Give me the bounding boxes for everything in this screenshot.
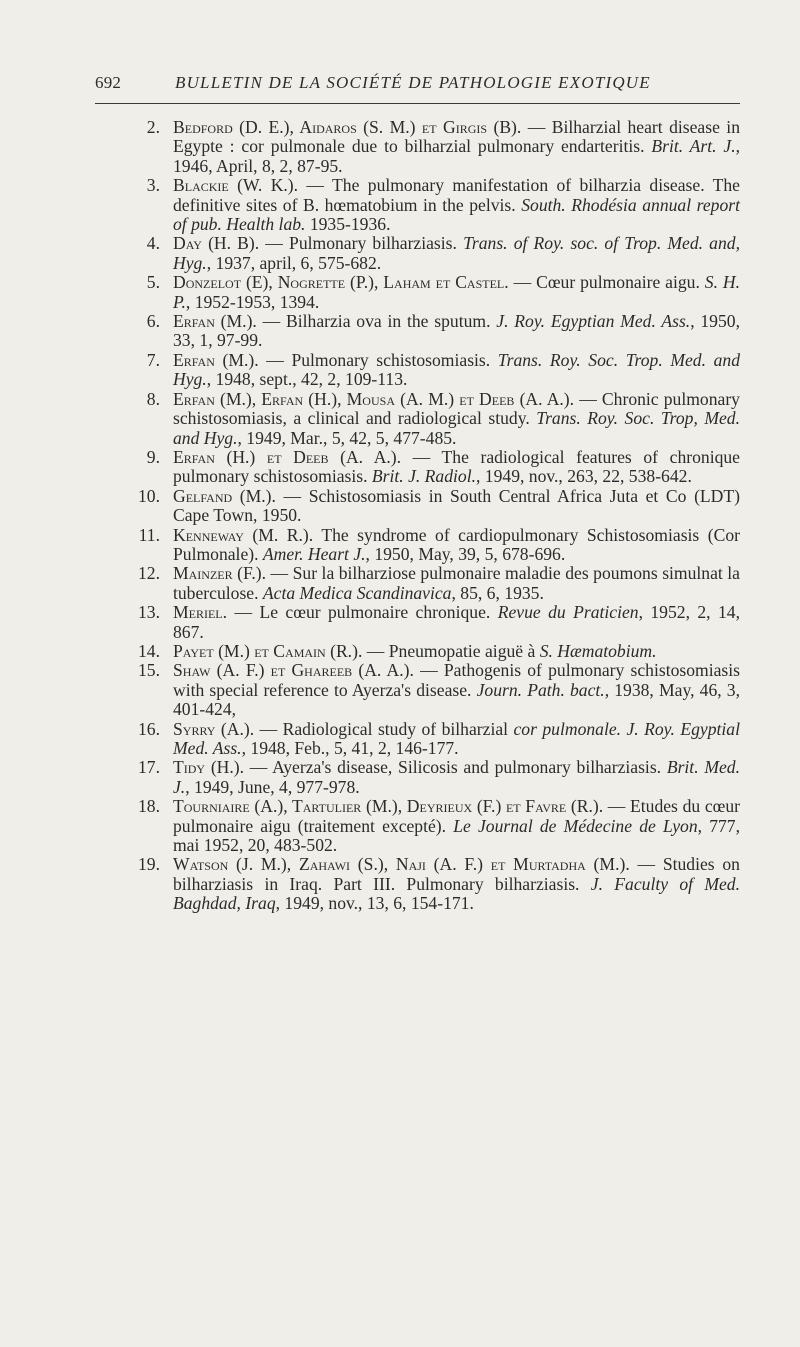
- reference-number: 3.: [146, 175, 160, 196]
- reference-title: — The pulmonary manifestation of bilharzia disease. The definitive sites of B. hœmatobium in the pelvis.: [173, 175, 740, 215]
- header-rule: [95, 103, 740, 104]
- reference-authors: Erfan (M.).: [173, 311, 257, 332]
- reference-entry: [100, 118, 740, 176]
- reference-number: 17.: [138, 757, 160, 778]
- reference-details: , 1949, nov., 13, 6, 154-171.: [275, 893, 474, 914]
- reference-authors: Payet (M.) et Camain (R.).: [173, 640, 363, 661]
- reference-details: , 1949, Mar., 5, 42, 5, 477-485.: [237, 427, 457, 448]
- page-header: [95, 73, 740, 99]
- reference-text: [173, 642, 740, 661]
- reference-details: , 1952, 2, 14, 867.: [173, 602, 740, 642]
- reference-source: cor pulmonale. J. Roy. Egyptial Med. Ass.: [173, 718, 740, 758]
- reference-authors: Syrry (A.).: [173, 718, 255, 739]
- reference-text: [173, 351, 740, 390]
- reference-number: 6.: [146, 311, 160, 332]
- reference-entry: [100, 642, 740, 661]
- reference-entry: [100, 855, 740, 913]
- reference-source: S. H. P.: [173, 272, 741, 312]
- reference-details: , 1949, June, 4, 977-978.: [185, 776, 360, 797]
- reference-number: 12.: [138, 563, 160, 584]
- reference-title: — Chronic pulmonary schistosomiasis, a clinical and radiological study.: [173, 388, 740, 429]
- reference-authors: Gelfand (M.).: [173, 485, 276, 506]
- reference-source: Trans. Roy. Soc. Trop. Med. and Hyg.: [173, 349, 740, 390]
- reference-number: 13.: [138, 602, 160, 623]
- reference-text: [173, 526, 740, 565]
- reference-authors: Mainzer (F.).: [173, 563, 267, 584]
- reference-entry: [100, 390, 740, 448]
- reference-number: 7.: [146, 349, 160, 370]
- reference-entry: [100, 797, 740, 855]
- reference-title: — Schistosomiasis in South Central Africa Juta et Co (LDT) Cape Town, 1950.: [173, 485, 740, 526]
- reference-list: [100, 118, 740, 914]
- reference-source: Acta Medica Scandinavica: [262, 582, 452, 603]
- reference-authors: Bedford (D. E.), Aidaros (S. M.) et Girgis (B).: [173, 117, 522, 137]
- reference-text: [173, 118, 740, 176]
- reference-entry: [100, 312, 740, 351]
- reference-source: S. Hæmatobium.: [539, 640, 657, 661]
- reference-title: — Pathogenis of pulmonary schistosomiasis with special reference to Ayerza's disease.: [173, 660, 740, 700]
- reference-source: Le Journal de Médecine de Lyon: [453, 815, 698, 836]
- reference-title: — Studies on bilharziasis in Iraq. Part III. Pulmonary bilharziasis.: [173, 854, 740, 894]
- reference-entry: [100, 448, 740, 487]
- reference-authors: Donzelot (E), Nogrette (P.), Laham et Castel.: [173, 272, 509, 293]
- reference-title: — The radiological features of chronique pulmonary schistosomiasis.: [173, 446, 740, 487]
- reference-entry: [100, 603, 740, 642]
- reference-title: The syndrome of cardiopulmonary Schistosomiasis (Cor Pulmonale).: [173, 524, 740, 564]
- reference-authors: Erfan (M.).: [173, 349, 259, 370]
- reference-number: 18.: [138, 796, 160, 817]
- reference-title: — Pneumopatie aiguë à: [362, 640, 540, 661]
- reference-source: Journ. Path. bact.: [476, 679, 605, 700]
- reference-source: South. Rhodésia annual report of pub. Health lab.: [173, 194, 740, 235]
- reference-authors: Shaw (A. F.) et Ghareeb (A. A.).: [173, 660, 414, 681]
- reference-text: [173, 448, 740, 487]
- reference-source: Trans. of Roy. soc. of Trop. Med. and, Hyg.: [173, 233, 740, 273]
- reference-title: — Bilharzia ova in the sputum.: [256, 311, 497, 332]
- reference-title: — Pulmonary bilharziasis.: [259, 233, 464, 254]
- reference-text: [173, 855, 740, 913]
- reference-source: Brit. Art. J.: [651, 136, 736, 157]
- reference-number: 8.: [146, 388, 160, 409]
- page-number: 692: [95, 73, 122, 92]
- reference-number: 9.: [146, 446, 160, 467]
- reference-text: [173, 234, 740, 273]
- reference-number: 4.: [146, 233, 160, 254]
- reference-number: 5.: [146, 272, 160, 293]
- reference-details: , 1937, april, 6, 575-682.: [206, 252, 382, 273]
- reference-text: [173, 312, 740, 351]
- reference-details: , 85, 6, 1935.: [451, 582, 544, 603]
- reference-entry: [100, 176, 740, 234]
- reference-authors: Erfan (M.), Erfan (H.), Mousa (A. M.) et Deeb (A. A.).: [173, 388, 575, 409]
- reference-source: Brit. J. Radiol.: [371, 466, 476, 487]
- reference-number: 15.: [138, 660, 160, 681]
- reference-details: , 1950, May, 39, 5, 678-696.: [365, 543, 566, 564]
- reference-number: 2.: [146, 117, 160, 137]
- reference-entry: [100, 351, 740, 390]
- reference-title: — Le cœur pulmonaire chronique.: [227, 602, 498, 623]
- reference-title: — Cœur pulmonaire aigu.: [508, 272, 705, 293]
- reference-details: , 1938, May, 46, 3, 401-424,: [173, 679, 740, 720]
- reference-details: , 1946, April, 8, 2, 87-95.: [173, 136, 740, 176]
- reference-number: 19.: [138, 854, 160, 875]
- reference-entry: [100, 526, 740, 565]
- reference-details: , 777, mai 1952, 20, 483-502.: [173, 815, 740, 856]
- reference-entry: [100, 564, 740, 603]
- reference-details: , 1952-1953, 1394.: [185, 291, 320, 312]
- reference-text: [173, 487, 740, 526]
- reference-source: J. Roy. Egyptian Med. Ass.: [496, 311, 691, 332]
- reference-text: [173, 661, 740, 719]
- reference-authors: Tourniaire (A.), Tartulier (M.), Deyrieux (F.) et Favre (R.).: [173, 796, 604, 817]
- reference-text: [173, 720, 740, 759]
- reference-details: , 1948, Feb., 5, 41, 2, 146-177.: [241, 738, 459, 758]
- reference-source: Amer. Heart J.: [262, 543, 366, 564]
- reference-title: — Etudes du cœur pulmonaire aigu (traitement excepté).: [173, 796, 740, 836]
- reference-details: , 1950, 33, 1, 97-99.: [173, 311, 740, 351]
- reference-text: [173, 758, 740, 797]
- reference-number: 16.: [138, 718, 160, 739]
- reference-authors: Kenneway (M. R.).: [173, 524, 314, 545]
- reference-entry: [100, 720, 740, 759]
- running-title: BULLETIN DE LA SOCIÉTÉ DE PATHOLOGIE EXOTIQUE: [175, 73, 651, 92]
- reference-entry: [100, 661, 740, 719]
- reference-entry: [100, 758, 740, 797]
- reference-entry: [100, 234, 740, 273]
- reference-title: — Sur la bilharziose pulmonaire maladie des poumons simulnat la tuberculose.: [173, 563, 740, 603]
- reference-details: , 1948, sept., 42, 2, 109-113.: [206, 369, 408, 390]
- reference-authors: Tidy (H.).: [173, 757, 245, 778]
- reference-text: [173, 176, 740, 234]
- reference-title: — Radiological study of bilharzial: [254, 718, 514, 739]
- reference-number: 11.: [138, 524, 160, 545]
- reference-authors: Meriel.: [173, 602, 228, 623]
- reference-source: Revue du Praticien: [497, 602, 639, 623]
- reference-title: — Pulmonary schistosomiasis.: [258, 349, 498, 370]
- reference-number: 10.: [138, 485, 160, 506]
- reference-text: [173, 390, 740, 448]
- reference-details: , 1949, nov., 263, 22, 538-642.: [476, 466, 692, 487]
- reference-source: Trans. Roy. Soc. Trop, Med. and Hyg.: [173, 408, 740, 448]
- reference-title: — Ayerza's disease, Silicosis and pulmonary bilharziasis.: [244, 757, 667, 778]
- reference-entry: [100, 273, 740, 312]
- reference-authors: Erfan (H.) et Deeb (A. A.).: [173, 446, 402, 467]
- reference-entry: [100, 487, 740, 526]
- reference-source: Brit. Med. J.: [173, 757, 741, 797]
- reference-text: [173, 797, 740, 855]
- reference-authors: Blackie (W. K.).: [173, 175, 299, 196]
- reference-authors: Watson (J. M.), Zahawi (S.), Naji (A. F.) et Murtadha (M.).: [173, 854, 630, 875]
- reference-authors: Day (H. B).: [173, 233, 260, 254]
- reference-text: [173, 273, 740, 312]
- reference-number: 14.: [138, 640, 160, 661]
- reference-text: [173, 603, 740, 642]
- reference-title: — Bilharzial heart disease in Egypte : cor pulmonale due to bilharzial pulmonary endarteritis.: [173, 117, 740, 157]
- reference-source: J. Faculty of Med. Baghdad, Iraq: [173, 873, 741, 914]
- reference-details: 1935-1936.: [305, 214, 391, 235]
- reference-text: [173, 564, 740, 603]
